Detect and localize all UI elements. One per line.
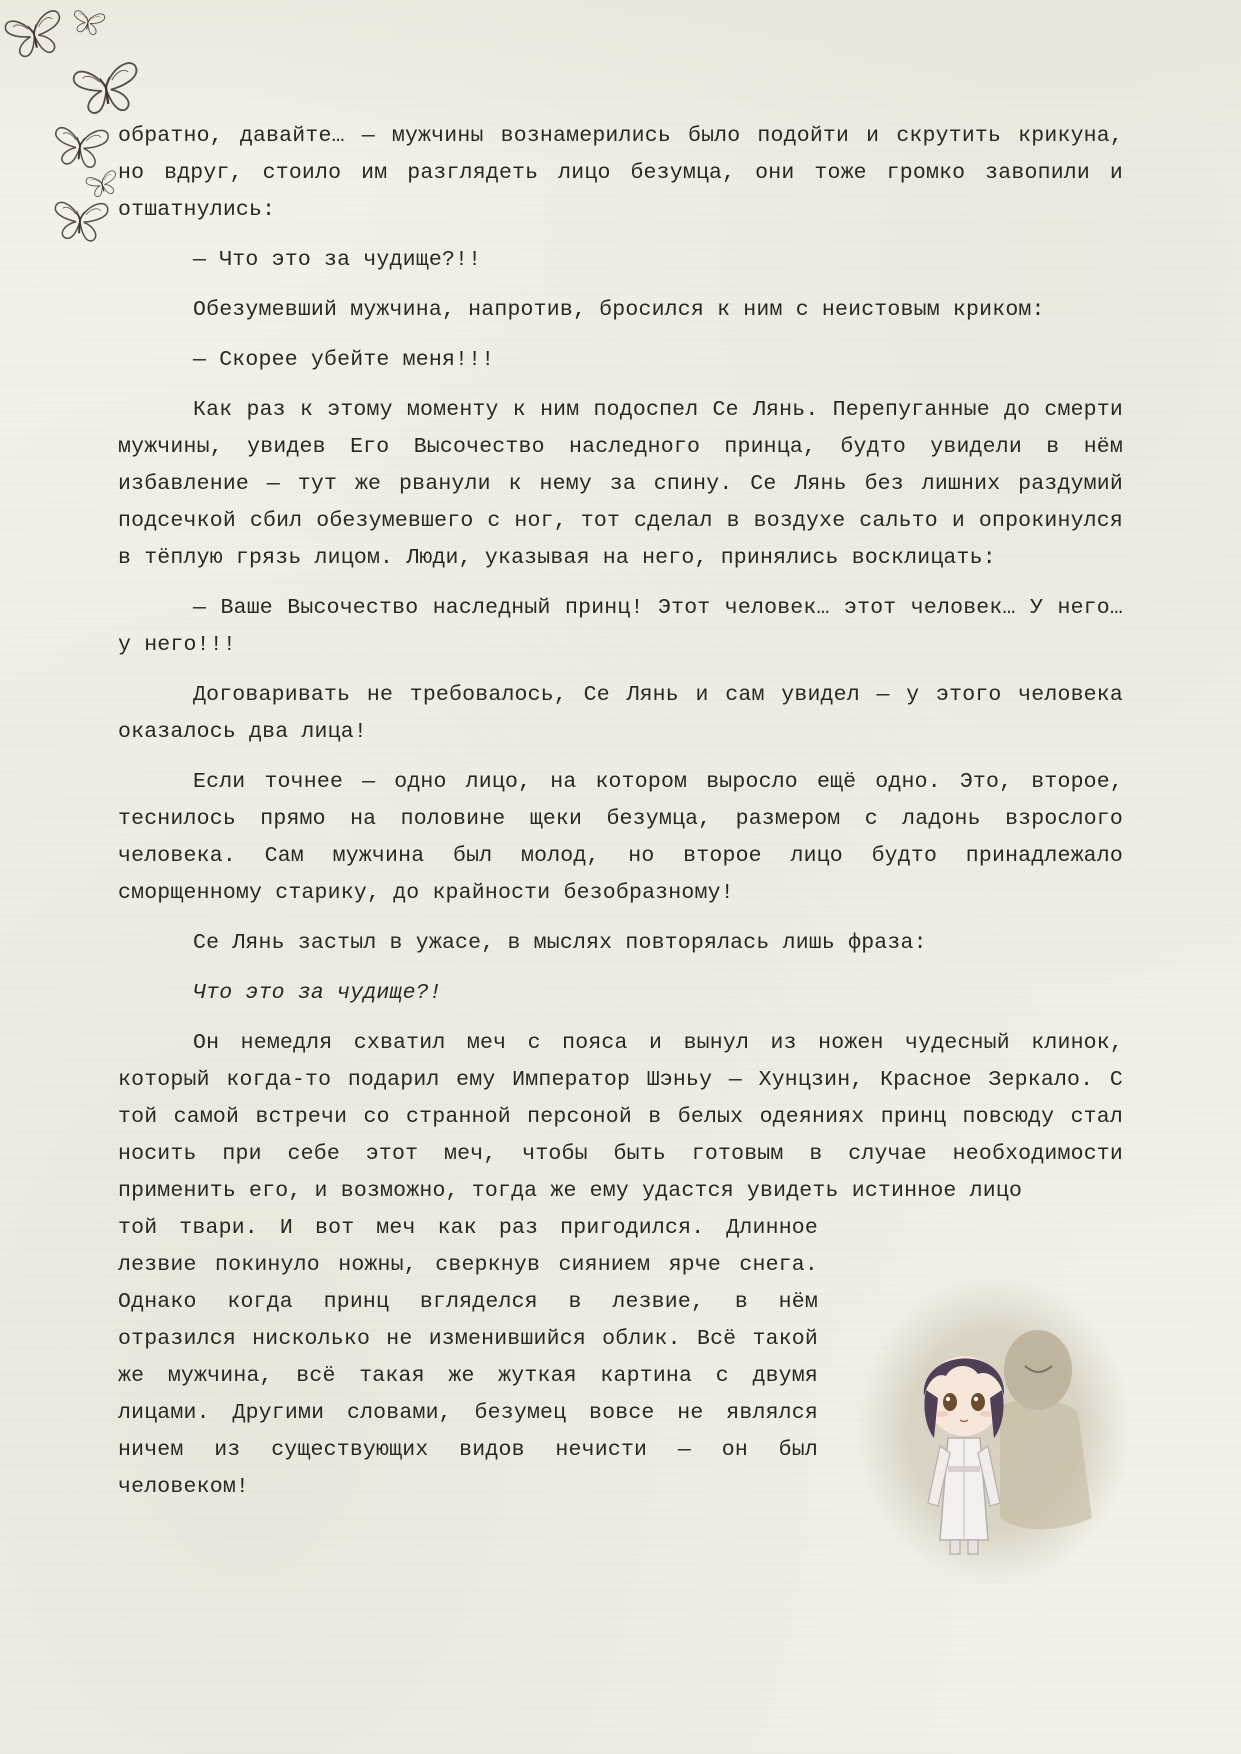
- butterfly-icon: [85, 170, 120, 199]
- paragraph: обратно, давайте… — мужчины вознамерились было подойти и скрутить крикуна, но вдруг, стоило им разглядеть лицо безумца, они тоже громко завопили и отшатнулись:: [118, 124, 1123, 222]
- butterfly-icon: [53, 126, 109, 169]
- paragraph: той твари. И вот меч как раз пригодился. Длинное лезвие покинуло ножны, сверкнув сиянием ярче снега. Однако когда принц вгляделся в лезвие, в нём отразился нисколько не изменившийся облик. Всё такой же мужчина, всё такая же жуткая картина с двумя лицами. Другими словами, безумец вовсе не являлся ничем из существующих видов нечисти — он был человеком!: [118, 1216, 818, 1499]
- italic-thought: Что это за чудище?!: [193, 981, 442, 1005]
- paragraph: Обезумевший мужчина, напротив, бросился к ним с неистовым криком:: [193, 298, 1045, 322]
- paragraph: Се Лянь застыл в ужасе, в мыслях повторялась лишь фраза:: [193, 931, 927, 955]
- paragraph: Если точнее — одно лицо, на котором выросло ещё одно. Это, второе, теснилось прямо на половине щеки безумца, размером с ладонь взрослого человека. Сам мужчина был молод, но второе лицо будто принадлежало сморщенному старику, до крайности безобразному!: [118, 770, 1123, 905]
- chibi-illustration: [860, 1278, 1130, 1583]
- paragraph: Договаривать не требовалось, Се Лянь и сам увидел — у этого человека оказалось два лица!: [118, 683, 1123, 744]
- butterfly-icon: [73, 62, 142, 116]
- butterfly-icon: [71, 9, 105, 36]
- paragraph: Он немедля схватил меч с пояса и вынул из ножен чудесный клинок, который когда-то подарил ему Император Шэньу — Хунцзин, Красное Зеркало. С той самой встречи со странной персоной в белых одеяниях принц повсюду стал носить при себе этот меч, чтобы быть готовым в случае необходимости применить его, и возможно, тогда же ему удастся увидеть истинное лицо: [118, 1031, 1123, 1203]
- chibi-figure-image: [860, 1278, 1130, 1583]
- paragraph: — Скорее убейте меня!!!: [193, 348, 495, 372]
- butterfly-icon: [4, 10, 66, 61]
- butterfly-icon: [53, 200, 108, 242]
- paragraph: Как раз к этому моменту к ним подоспел Се Лянь. Перепуганные до смерти мужчины, увидев Его Высочество наследного принца, будто увидели в нём избавление — тут же рванули к нему за спину. Се Лянь без лишних раздумий подсечкой сбил обезумевшего с ног, тот сделал в воздухе сальто и опрокинулся в тёплую грязь лицом. Люди, указывая на него, принялись восклицать:: [118, 398, 1123, 570]
- paragraph: — Ваше Высочество наследный принц! Этот человек… этот человек… У него… у него!!!: [118, 596, 1123, 657]
- paragraph: — Что это за чудище?!!: [193, 248, 482, 272]
